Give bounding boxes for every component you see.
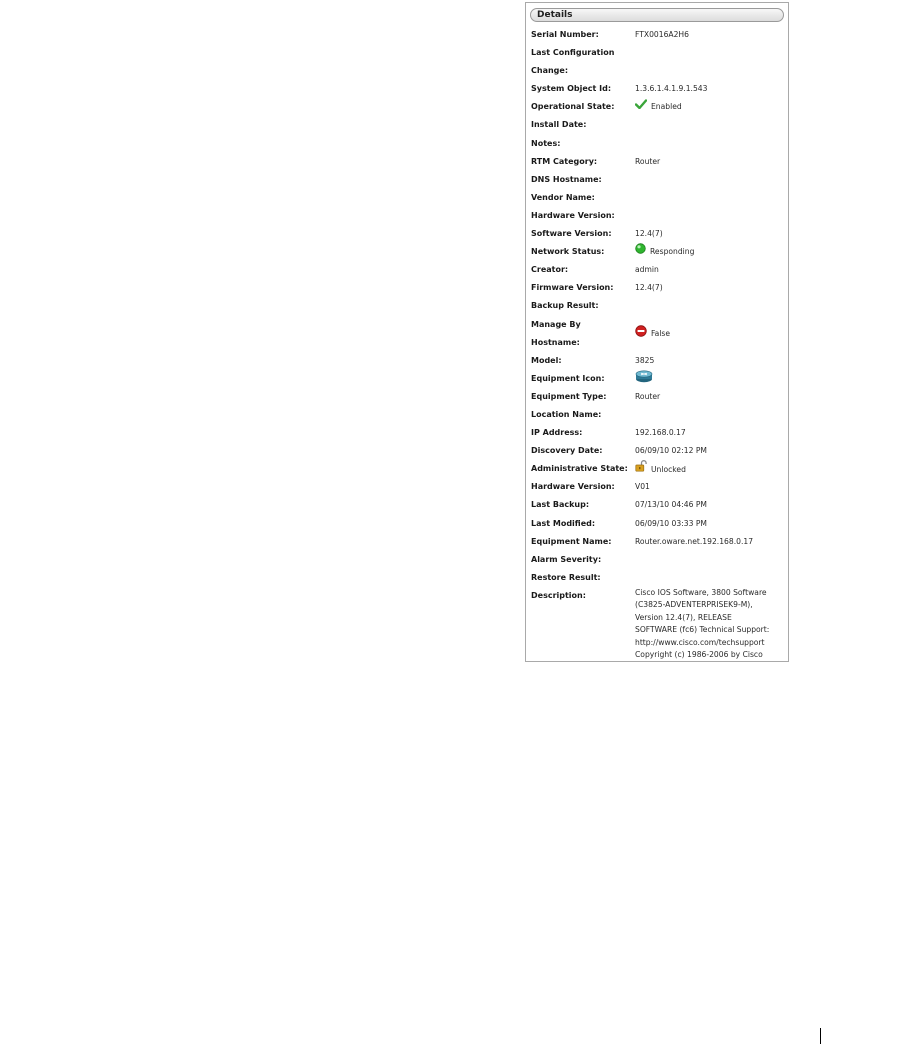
detail-row-alarm-severity (531, 551, 786, 569)
detail-row-last-configuration-change (531, 44, 786, 80)
details-list (531, 26, 786, 662)
detail-row-equipment-type (531, 388, 786, 406)
field-label: Last Modified: (531, 518, 596, 528)
detail-row-model (531, 352, 786, 370)
no-entry-icon (635, 325, 647, 344)
field-label: Serial Number: (531, 30, 599, 39)
field-value: Enabled (651, 102, 682, 112)
field-label: Firmware Version: (531, 283, 614, 293)
field-label: System Object Id: (531, 84, 612, 94)
field-label: Backup Result: (531, 301, 599, 311)
field-label: Hardware Version: (531, 210, 615, 220)
field-value: Router (635, 156, 661, 166)
field-label: Last Backup: (531, 500, 590, 510)
field-label-line-1: Manage By (531, 319, 581, 329)
field-label: IP Address: (531, 428, 583, 438)
field-label: Network Status: (531, 247, 605, 257)
field-label-line-1: Last Configuration (531, 48, 615, 58)
field-value: Router.oware.net.192.168.0.17 (635, 536, 754, 546)
field-label: Administrative State: (531, 464, 628, 474)
detail-row-firmware-version (531, 279, 786, 297)
field-value: Unlocked (651, 464, 686, 474)
detail-row-vendor-name (531, 189, 786, 207)
detail-row-rtm-category (531, 153, 786, 171)
panel-title: Details (537, 10, 573, 20)
field-label: Creator: (531, 265, 569, 275)
field-value: FTX0016A2H6 (635, 30, 689, 39)
field-value: 07/13/10 04:46 PM (635, 500, 707, 510)
detail-row-hardware-version (531, 207, 786, 225)
detail-row-last-modified (531, 515, 786, 533)
field-label: Hardware Version: (531, 482, 615, 492)
field-label: Notes: (531, 138, 561, 148)
description-line: Cisco IOS Software, 3800 Software (635, 587, 767, 597)
field-value: Responding (650, 247, 695, 257)
field-value: 1.3.6.1.4.1.9.1.543 (635, 84, 708, 94)
field-label: Discovery Date: (531, 446, 603, 456)
page-margin-mark (820, 1028, 821, 1044)
field-value: Router (635, 391, 661, 401)
detail-row-hardware-version-2 (531, 478, 786, 496)
field-value: 12.4(7) (635, 283, 663, 293)
checkmark-icon (635, 98, 647, 116)
field-label: Equipment Name: (531, 536, 612, 546)
details-panel-header[interactable] (530, 8, 784, 22)
field-value: V01 (635, 482, 650, 492)
detail-row-equipment-name (531, 533, 786, 551)
details-panel (525, 2, 789, 662)
unlocked-padlock-icon (635, 460, 647, 479)
detail-row-equipment-icon (531, 370, 786, 388)
detail-row-backup-result (531, 297, 786, 315)
field-label: Model: (531, 355, 562, 365)
field-value-container (635, 460, 686, 479)
field-value: admin (635, 265, 659, 275)
detail-row-discovery-date (531, 442, 786, 460)
field-label: Software Version: (531, 229, 612, 239)
field-label: Restore Result: (531, 572, 601, 582)
description-line: SOFTWARE (fc6) Technical Support: (635, 625, 770, 635)
field-value: 3825 (635, 355, 655, 365)
detail-row-dns-hostname (531, 171, 786, 189)
description-line: http://www.cisco.com/techsupport (635, 637, 765, 647)
field-label: RTM Category: (531, 156, 598, 166)
detail-row-restore-result (531, 569, 786, 587)
detail-row-serial-number (531, 26, 786, 44)
field-value: 06/09/10 02:12 PM (635, 446, 707, 456)
field-label: Description: (531, 590, 586, 600)
field-value-description (635, 587, 785, 662)
field-label: Vendor Name: (531, 192, 595, 202)
description-line: Version 12.4(7), RELEASE (635, 612, 732, 622)
detail-row-notes (531, 135, 786, 153)
field-value-container (635, 98, 682, 116)
detail-row-system-object-id (531, 80, 786, 98)
field-value: False (651, 329, 671, 338)
field-value-container (635, 243, 694, 261)
detail-row-operational-state (531, 98, 786, 116)
detail-row-description (531, 587, 786, 662)
field-label-line-2: Hostname: (531, 337, 580, 347)
detail-row-manage-by-hostname (531, 316, 786, 352)
field-value: 12.4(7) (635, 229, 663, 239)
description-line: (C3825-ADVENTERPRISEK9-M), (635, 600, 753, 610)
field-value-container (635, 370, 657, 390)
detail-row-administrative-state (531, 460, 786, 478)
field-value: 06/09/10 03:33 PM (635, 518, 707, 528)
field-label: Equipment Icon: (531, 373, 605, 383)
field-value-container (635, 325, 670, 344)
detail-row-software-version (531, 225, 786, 243)
detail-row-network-status (531, 243, 786, 261)
field-label: DNS Hostname: (531, 174, 602, 184)
detail-row-creator (531, 261, 786, 279)
field-label-line-2: Change: (531, 66, 569, 76)
detail-row-ip-address (531, 424, 786, 442)
field-label: Operational State: (531, 102, 615, 112)
description-line: Copyright (c) 1986-2006 by Cisco (635, 650, 763, 660)
field-label: Install Date: (531, 120, 587, 130)
detail-row-location-name (531, 406, 786, 424)
field-label: Alarm Severity: (531, 554, 602, 564)
detail-row-install-date (531, 116, 786, 134)
green-status-icon (635, 243, 646, 261)
field-label: Location Name: (531, 409, 602, 419)
detail-row-last-backup (531, 496, 786, 514)
field-label: Equipment Type: (531, 391, 607, 401)
router-icon (635, 370, 653, 390)
field-value: 192.168.0.17 (635, 428, 686, 438)
